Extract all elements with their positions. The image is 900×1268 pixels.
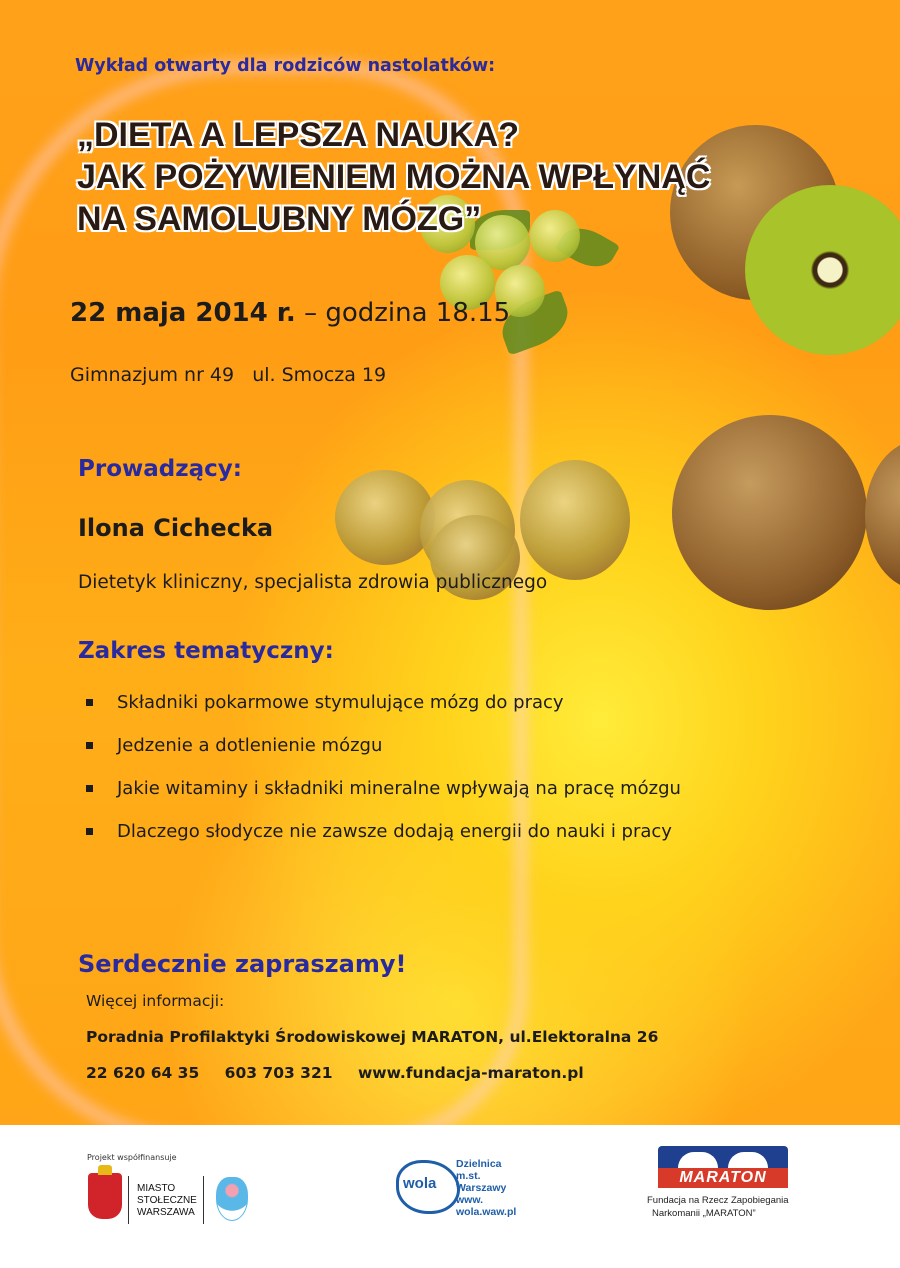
divider xyxy=(128,1176,129,1224)
maraton-caption: Fundacja na Rzecz Zapobiegania xyxy=(647,1195,789,1206)
wola-line: Dzielnica xyxy=(456,1158,502,1170)
wola-line: m.st. xyxy=(456,1170,481,1182)
event-date: 22 maja 2014 r. xyxy=(70,298,296,328)
topic-text: Dlaczego słodycze nie zawsze dodają energii do nauki i pracy xyxy=(117,821,672,842)
plum-image xyxy=(335,470,435,565)
city-line: MIASTO xyxy=(137,1183,176,1194)
list-item xyxy=(86,776,681,819)
city-logo-text xyxy=(137,1183,197,1219)
bullet-icon xyxy=(86,699,93,706)
coconut-image xyxy=(672,415,867,610)
maraton-logo xyxy=(658,1146,788,1190)
leader-role: Dietetyk kliniczny, specjalista zdrowia publicznego xyxy=(78,572,548,593)
wola-logo-text xyxy=(456,1158,516,1218)
plum-image xyxy=(520,460,630,580)
city-line: STOŁECZNE xyxy=(137,1195,197,1206)
wola-line: www. xyxy=(456,1194,484,1206)
list-item xyxy=(86,690,681,733)
topics-list xyxy=(86,690,681,862)
wola-logo-word: wola xyxy=(403,1175,437,1192)
wola-line: Warszawy xyxy=(456,1182,507,1194)
title-line-2: JAK POŻYWIENIEM MOŻNA WPŁYNĄĆ xyxy=(77,158,711,196)
organizer-address: Poradnia Profilaktyki Środowiskowej MARATON, ul.Elektoralna 26 xyxy=(86,1028,659,1046)
phone-2: 603 703 321 xyxy=(224,1064,333,1082)
topic-text: Jedzenie a dotlenienie mózgu xyxy=(117,735,383,756)
bullet-icon xyxy=(86,742,93,749)
program-logo-icon xyxy=(216,1177,248,1221)
list-item xyxy=(86,819,681,862)
topic-text: Składniki pokarmowe stymulujące mózg do pracy xyxy=(117,692,564,713)
divider xyxy=(203,1176,204,1224)
title-line-1: „DIETA A LEPSZA NAUKA? xyxy=(77,116,519,154)
intro-line: Wykład otwarty dla rodziców nastolatków: xyxy=(75,56,496,76)
website-link[interactable]: www.fundacja-maraton.pl xyxy=(357,1064,584,1082)
topics-heading: Zakres tematyczny: xyxy=(78,638,334,664)
list-item xyxy=(86,733,681,776)
bullet-icon xyxy=(86,828,93,835)
gooseberry-image xyxy=(530,210,580,262)
warsaw-crest-logo xyxy=(88,1173,122,1219)
wola-line: wola.waw.pl xyxy=(456,1206,517,1218)
maraton-caption: Narkomanii „MARATON” xyxy=(652,1208,756,1219)
event-venue: Gimnazjum nr 49 ul. Smocza 19 xyxy=(70,364,387,386)
invitation: Serdecznie zapraszamy! xyxy=(78,950,407,978)
coconut-image-2 xyxy=(865,440,900,590)
kiwi-half-image xyxy=(745,185,900,355)
phone-1: 22 620 64 35 xyxy=(86,1064,200,1082)
cofinanced-label: Projekt współfinansuje xyxy=(87,1153,177,1162)
city-line: WARSZAWA xyxy=(137,1207,195,1218)
topic-text: Jakie witaminy i składniki mineralne wpływają na pracę mózgu xyxy=(117,778,681,799)
leader-name: Ilona Cichecka xyxy=(78,514,274,542)
contact-line xyxy=(86,1064,604,1082)
event-time: – godzina 18.15 xyxy=(304,298,511,328)
event-date-time xyxy=(70,298,510,328)
title-line-3: NA SAMOLUBNY MÓZG” xyxy=(77,200,482,238)
bullet-icon xyxy=(86,785,93,792)
more-info-label: Więcej informacji: xyxy=(86,992,225,1010)
leader-heading: Prowadzący: xyxy=(78,456,242,482)
maraton-arch-icon xyxy=(658,1146,788,1168)
maraton-logo-word: MARATON xyxy=(658,1168,788,1188)
